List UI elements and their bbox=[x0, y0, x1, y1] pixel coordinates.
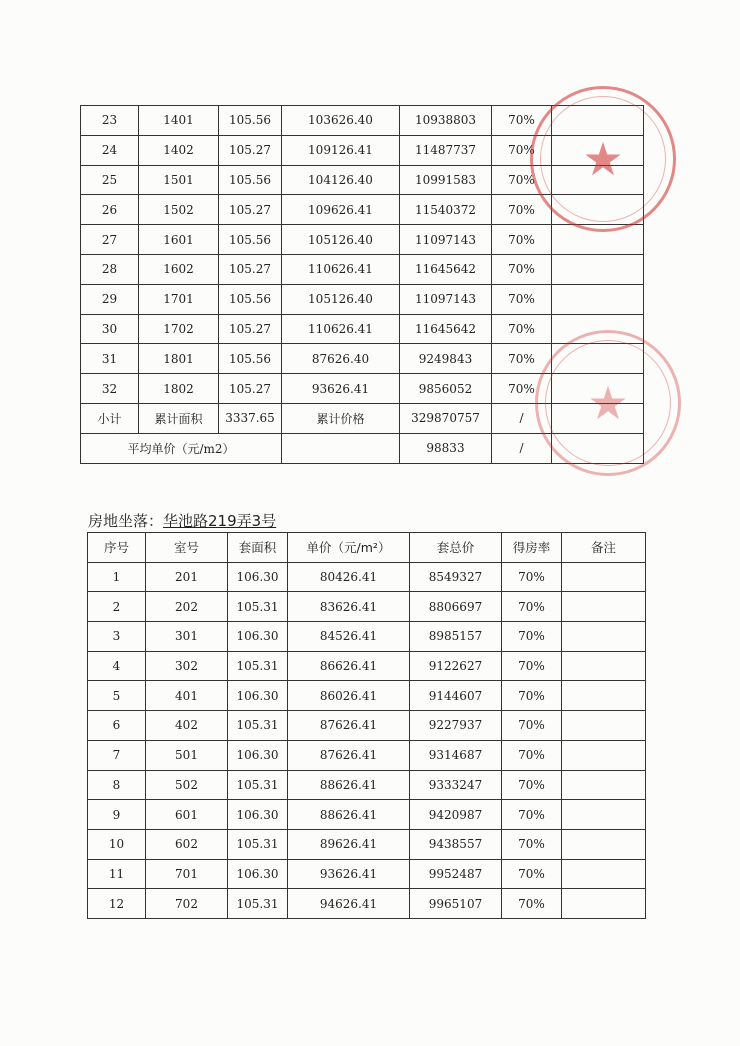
cell-room: 602 bbox=[146, 829, 228, 859]
cell-rate: 70% bbox=[492, 374, 552, 404]
table-row bbox=[81, 284, 644, 314]
cell-note bbox=[552, 135, 644, 165]
cell-rate: 70% bbox=[502, 651, 562, 681]
cell-area: 105.31 bbox=[228, 770, 288, 800]
cell-area: 106.30 bbox=[228, 800, 288, 830]
cell-total: 8985157 bbox=[410, 622, 502, 652]
cell-note bbox=[552, 344, 644, 374]
cell-total: 9438557 bbox=[410, 829, 502, 859]
cell-room: 1402 bbox=[139, 135, 219, 165]
property-location-title bbox=[88, 510, 276, 531]
cell-unit-price: 109626.41 bbox=[282, 195, 400, 225]
average-label: 平均单价（元/m2） bbox=[81, 433, 282, 463]
subtotal-area-value: 3337.65 bbox=[219, 403, 282, 433]
cell-total: 11540372 bbox=[400, 195, 492, 225]
cell-total: 9144607 bbox=[410, 681, 502, 711]
table-row bbox=[81, 165, 644, 195]
table-row bbox=[88, 740, 646, 770]
cell-rate: 70% bbox=[492, 135, 552, 165]
table-row bbox=[81, 195, 644, 225]
cell-unit-price: 87626.41 bbox=[288, 711, 410, 741]
cell-rate: 70% bbox=[492, 344, 552, 374]
cell-room: 502 bbox=[146, 770, 228, 800]
cell-area: 105.31 bbox=[228, 651, 288, 681]
cell-note bbox=[562, 889, 646, 919]
cell-no: 5 bbox=[88, 681, 146, 711]
table-row bbox=[81, 106, 644, 136]
cell-no: 4 bbox=[88, 651, 146, 681]
cell-area: 106.30 bbox=[228, 859, 288, 889]
cell-room: 1602 bbox=[139, 254, 219, 284]
subtotal-price-label: 累计价格 bbox=[282, 403, 400, 433]
table-row bbox=[88, 651, 646, 681]
cell-unit-price: 88626.41 bbox=[288, 770, 410, 800]
cell-total: 9420987 bbox=[410, 800, 502, 830]
cell-unit-price: 93626.41 bbox=[282, 374, 400, 404]
subtotal-label: 小计 bbox=[81, 403, 139, 433]
table-row bbox=[88, 800, 646, 830]
cell-room: 1802 bbox=[139, 374, 219, 404]
cell-unit-price: 87626.40 bbox=[282, 344, 400, 374]
subtotal-slash: / bbox=[492, 403, 552, 433]
cell-unit-price: 84526.41 bbox=[288, 622, 410, 652]
cell-note bbox=[552, 284, 644, 314]
cell-no: 24 bbox=[81, 135, 139, 165]
table-row bbox=[88, 711, 646, 741]
cell-unit-price: 86626.41 bbox=[288, 651, 410, 681]
cell-rate: 70% bbox=[492, 165, 552, 195]
cell-note bbox=[562, 592, 646, 622]
cell-unit-price: 103626.40 bbox=[282, 106, 400, 136]
cell-unit-price: 80426.41 bbox=[288, 562, 410, 592]
table-header-row bbox=[88, 533, 646, 563]
cell-area: 105.31 bbox=[228, 829, 288, 859]
cell-total: 8549327 bbox=[410, 562, 502, 592]
table-row bbox=[81, 225, 644, 255]
cell-rate: 70% bbox=[492, 195, 552, 225]
cell-rate: 70% bbox=[502, 800, 562, 830]
cell-area: 105.31 bbox=[228, 711, 288, 741]
cell-total: 11097143 bbox=[400, 225, 492, 255]
cell-unit-price: 93626.41 bbox=[288, 859, 410, 889]
header-note: 备注 bbox=[562, 533, 646, 563]
cell-note bbox=[562, 622, 646, 652]
header-no: 序号 bbox=[88, 533, 146, 563]
cell-no: 9 bbox=[88, 800, 146, 830]
cell-total: 8806697 bbox=[410, 592, 502, 622]
cell-note bbox=[552, 374, 644, 404]
cell-total: 10991583 bbox=[400, 165, 492, 195]
cell-unit-price: 110626.41 bbox=[282, 254, 400, 284]
header-area: 套面积 bbox=[228, 533, 288, 563]
cell-no: 28 bbox=[81, 254, 139, 284]
cell-total: 9856052 bbox=[400, 374, 492, 404]
cell-note bbox=[552, 225, 644, 255]
table-row bbox=[81, 135, 644, 165]
cell-room: 402 bbox=[146, 711, 228, 741]
cell-rate: 70% bbox=[492, 254, 552, 284]
cell-rate: 70% bbox=[502, 829, 562, 859]
cell-unit-price: 110626.41 bbox=[282, 314, 400, 344]
table-row bbox=[88, 889, 646, 919]
cell-rate: 70% bbox=[492, 284, 552, 314]
cell-room: 1702 bbox=[139, 314, 219, 344]
cell-note bbox=[552, 195, 644, 225]
cell-room: 1801 bbox=[139, 344, 219, 374]
average-value: 98833 bbox=[400, 433, 492, 463]
property-location-label: 房地坐落： bbox=[88, 512, 164, 530]
cell-area: 105.56 bbox=[219, 106, 282, 136]
cell-area: 105.31 bbox=[228, 889, 288, 919]
cell-total: 9965107 bbox=[410, 889, 502, 919]
table-row bbox=[88, 681, 646, 711]
cell-room: 702 bbox=[146, 889, 228, 919]
cell-room: 701 bbox=[146, 859, 228, 889]
subtotal-price-value: 329870757 bbox=[400, 403, 492, 433]
cell-rate: 70% bbox=[502, 562, 562, 592]
cell-area: 105.27 bbox=[219, 195, 282, 225]
cell-total: 10938803 bbox=[400, 106, 492, 136]
cell-note bbox=[552, 433, 644, 463]
cell-area: 105.27 bbox=[219, 254, 282, 284]
cell-room: 1601 bbox=[139, 225, 219, 255]
cell-rate: 70% bbox=[492, 314, 552, 344]
table-row bbox=[88, 562, 646, 592]
cell-rate: 70% bbox=[502, 681, 562, 711]
table-row bbox=[88, 859, 646, 889]
cell-no: 8 bbox=[88, 770, 146, 800]
subtotal-row bbox=[81, 403, 644, 433]
average-slash: / bbox=[492, 433, 552, 463]
header-rate: 得房率 bbox=[502, 533, 562, 563]
cell-area: 106.30 bbox=[228, 681, 288, 711]
cell-no: 11 bbox=[88, 859, 146, 889]
cell-rate: 70% bbox=[502, 770, 562, 800]
cell-unit-price: 94626.41 bbox=[288, 889, 410, 919]
table-row bbox=[81, 374, 644, 404]
cell-no: 7 bbox=[88, 740, 146, 770]
seal-star-icon: ★ bbox=[582, 132, 624, 186]
cell-room: 301 bbox=[146, 622, 228, 652]
cell-total: 11097143 bbox=[400, 284, 492, 314]
cell-note bbox=[562, 681, 646, 711]
cell-room: 1401 bbox=[139, 106, 219, 136]
cell-total: 9227937 bbox=[410, 711, 502, 741]
cell-note bbox=[562, 740, 646, 770]
cell-area: 105.56 bbox=[219, 165, 282, 195]
cell-no: 32 bbox=[81, 374, 139, 404]
cell-no: 26 bbox=[81, 195, 139, 225]
cell-no: 29 bbox=[81, 284, 139, 314]
cell-unit-price: 104126.40 bbox=[282, 165, 400, 195]
cell-rate: 70% bbox=[502, 740, 562, 770]
subtotal-area-label: 累计面积 bbox=[139, 403, 219, 433]
cell-no: 12 bbox=[88, 889, 146, 919]
price-table-continued bbox=[80, 105, 644, 464]
cell-note bbox=[552, 314, 644, 344]
cell-unit-price: 87626.41 bbox=[288, 740, 410, 770]
table-row bbox=[88, 829, 646, 859]
cell-area: 105.56 bbox=[219, 284, 282, 314]
cell-no: 2 bbox=[88, 592, 146, 622]
cell-area: 105.27 bbox=[219, 135, 282, 165]
cell-room: 302 bbox=[146, 651, 228, 681]
cell-note bbox=[552, 165, 644, 195]
cell-note bbox=[562, 651, 646, 681]
cell-no: 27 bbox=[81, 225, 139, 255]
cell-unit-price: 88626.41 bbox=[288, 800, 410, 830]
cell-room: 202 bbox=[146, 592, 228, 622]
cell-note bbox=[562, 770, 646, 800]
cell-total: 9249843 bbox=[400, 344, 492, 374]
table-row bbox=[81, 314, 644, 344]
table-row bbox=[88, 592, 646, 622]
cell-room: 1701 bbox=[139, 284, 219, 314]
cell-no: 1 bbox=[88, 562, 146, 592]
cell-total: 11645642 bbox=[400, 254, 492, 284]
cell-empty bbox=[282, 433, 400, 463]
cell-total: 9122627 bbox=[410, 651, 502, 681]
cell-total: 9952487 bbox=[410, 859, 502, 889]
cell-total: 11487737 bbox=[400, 135, 492, 165]
table-row bbox=[81, 344, 644, 374]
header-room: 室号 bbox=[146, 533, 228, 563]
cell-unit-price: 109126.41 bbox=[282, 135, 400, 165]
table-row bbox=[88, 622, 646, 652]
cell-room: 601 bbox=[146, 800, 228, 830]
cell-rate: 70% bbox=[502, 622, 562, 652]
price-table bbox=[87, 532, 646, 919]
cell-rate: 70% bbox=[502, 859, 562, 889]
cell-room: 1501 bbox=[139, 165, 219, 195]
cell-total: 9314687 bbox=[410, 740, 502, 770]
cell-unit-price: 83626.41 bbox=[288, 592, 410, 622]
cell-unit-price: 105126.40 bbox=[282, 225, 400, 255]
cell-room: 401 bbox=[146, 681, 228, 711]
cell-note bbox=[552, 106, 644, 136]
cell-no: 23 bbox=[81, 106, 139, 136]
cell-total: 9333247 bbox=[410, 770, 502, 800]
seal-star-icon: ★ bbox=[587, 376, 629, 430]
header-total: 套总价 bbox=[410, 533, 502, 563]
cell-note bbox=[552, 403, 644, 433]
cell-area: 105.56 bbox=[219, 344, 282, 374]
cell-area: 106.30 bbox=[228, 622, 288, 652]
cell-rate: 70% bbox=[492, 225, 552, 255]
cell-rate: 70% bbox=[502, 711, 562, 741]
cell-unit-price: 89626.41 bbox=[288, 829, 410, 859]
cell-note bbox=[562, 859, 646, 889]
cell-room: 201 bbox=[146, 562, 228, 592]
cell-room: 501 bbox=[146, 740, 228, 770]
cell-note bbox=[562, 829, 646, 859]
cell-no: 30 bbox=[81, 314, 139, 344]
cell-no: 25 bbox=[81, 165, 139, 195]
cell-no: 10 bbox=[88, 829, 146, 859]
cell-area: 106.30 bbox=[228, 562, 288, 592]
cell-no: 3 bbox=[88, 622, 146, 652]
cell-note bbox=[552, 254, 644, 284]
cell-note bbox=[562, 562, 646, 592]
property-location-address: 华池路219弄3号 bbox=[163, 512, 277, 530]
cell-note bbox=[562, 800, 646, 830]
cell-no: 6 bbox=[88, 711, 146, 741]
price-table-continued-body bbox=[81, 106, 644, 464]
cell-area: 106.30 bbox=[228, 740, 288, 770]
cell-area: 105.31 bbox=[228, 592, 288, 622]
cell-total: 11645642 bbox=[400, 314, 492, 344]
cell-area: 105.56 bbox=[219, 225, 282, 255]
cell-rate: 70% bbox=[502, 889, 562, 919]
table-row bbox=[88, 770, 646, 800]
cell-unit-price: 86026.41 bbox=[288, 681, 410, 711]
cell-room: 1502 bbox=[139, 195, 219, 225]
cell-no: 31 bbox=[81, 344, 139, 374]
header-unit-price: 单价（元/m²） bbox=[288, 533, 410, 563]
average-row bbox=[81, 433, 644, 463]
cell-rate: 70% bbox=[502, 592, 562, 622]
cell-rate: 70% bbox=[492, 106, 552, 136]
cell-note bbox=[562, 711, 646, 741]
cell-unit-price: 105126.40 bbox=[282, 284, 400, 314]
table-row bbox=[81, 254, 644, 284]
cell-area: 105.27 bbox=[219, 314, 282, 344]
cell-area: 105.27 bbox=[219, 374, 282, 404]
